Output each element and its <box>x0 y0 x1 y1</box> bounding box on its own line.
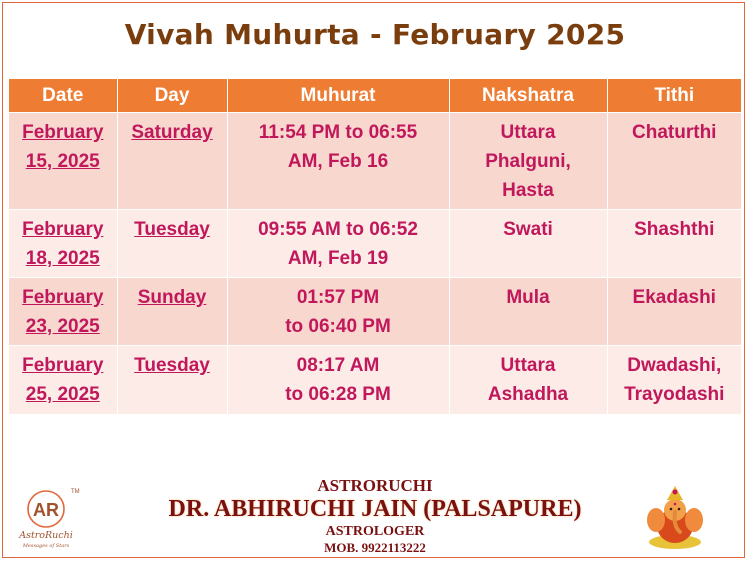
date-line: February <box>22 122 104 143</box>
date-line: 23, 2025 <box>25 316 100 337</box>
footer-brand: ASTRORUCHI <box>317 476 433 495</box>
nakshatra-cell <box>449 346 607 414</box>
date-line: February <box>22 219 104 240</box>
page-title: Vivah Muhurta - February 2025 <box>124 18 626 51</box>
muhurat-table <box>9 79 741 414</box>
day-link[interactable] <box>117 113 227 210</box>
nakshatra-line: Phalguni, <box>485 151 571 172</box>
tithi-cell <box>607 113 741 210</box>
ganesha-icon <box>640 482 710 552</box>
muhurat-cell <box>227 210 449 278</box>
muhurat-line: 09:55 AM to 06:52 <box>258 219 418 240</box>
nakshatra-line: Hasta <box>502 180 554 201</box>
day-text: Sunday <box>137 287 207 308</box>
nakshatra-cell <box>449 210 607 278</box>
muhurat-line: AM, Feb 16 <box>287 151 389 172</box>
tithi-line: Dwadashi, <box>627 355 722 376</box>
tithi-cell <box>607 210 741 278</box>
table-row <box>9 210 741 278</box>
table-header-row <box>9 79 741 113</box>
date-line: February <box>22 355 104 376</box>
nakshatra-cell <box>449 278 607 346</box>
header-day: Day <box>117 79 227 113</box>
date-line: 15, 2025 <box>25 151 100 172</box>
date-line: 25, 2025 <box>25 384 100 405</box>
day-text: Saturday <box>131 122 213 143</box>
nakshatra-line: Swati <box>503 219 553 240</box>
logo-tagline: Messages of Stars <box>22 543 70 549</box>
day-text: Tuesday <box>134 355 210 376</box>
tithi-line: Chaturthi <box>632 122 717 143</box>
muhurat-line: to 06:40 PM <box>285 316 391 337</box>
day-link[interactable] <box>117 278 227 346</box>
muhurat-line: 08:17 AM <box>296 355 380 376</box>
date-link[interactable] <box>9 346 117 414</box>
date-link[interactable] <box>9 210 117 278</box>
muhurat-line: 11:54 PM to 06:55 <box>258 122 418 143</box>
logo-mark: AR <box>33 500 59 520</box>
tithi-line: Ekadashi <box>632 287 716 308</box>
logo-tm: TM <box>71 489 80 495</box>
date-link[interactable] <box>9 113 117 210</box>
nakshatra-cell <box>449 113 607 210</box>
tithi-line: Shashthi <box>634 219 715 240</box>
footer-mobile: MOB. 9922113222 <box>324 540 426 555</box>
header-tithi: Tithi <box>607 79 741 113</box>
day-link[interactable] <box>117 346 227 414</box>
tithi-cell <box>607 346 741 414</box>
muhurat-cell <box>227 113 449 210</box>
tithi-line: Trayodashi <box>624 384 725 405</box>
muhurat-line: 01:57 PM <box>296 287 380 308</box>
muhurat-cell <box>227 346 449 414</box>
header-date: Date <box>9 79 117 113</box>
table-row <box>9 346 741 414</box>
logo-name: AstroRuchi <box>19 530 73 541</box>
date-line: 18, 2025 <box>25 248 100 269</box>
day-text: Tuesday <box>134 219 210 240</box>
muhurat-line: AM, Feb 19 <box>287 248 389 269</box>
table-row <box>9 278 741 346</box>
header-muhurat: Muhurat <box>227 79 449 113</box>
nakshatra-line: Uttara <box>500 122 556 143</box>
day-link[interactable] <box>117 210 227 278</box>
muhurat-line: to 06:28 PM <box>285 384 391 405</box>
footer-astrologer-name: DR. ABHIRUCHI JAIN (PALSAPURE) <box>168 496 582 522</box>
date-line: February <box>22 287 104 308</box>
table-row <box>9 113 741 210</box>
footer-role: ASTROLOGER <box>325 524 425 539</box>
nakshatra-line: Mula <box>506 287 550 308</box>
muhurat-cell <box>227 278 449 346</box>
tithi-cell <box>607 278 741 346</box>
nakshatra-line: Ashadha <box>487 384 569 405</box>
nakshatra-line: Uttara <box>500 355 556 376</box>
date-link[interactable] <box>9 278 117 346</box>
header-nakshatra: Nakshatra <box>449 79 607 113</box>
